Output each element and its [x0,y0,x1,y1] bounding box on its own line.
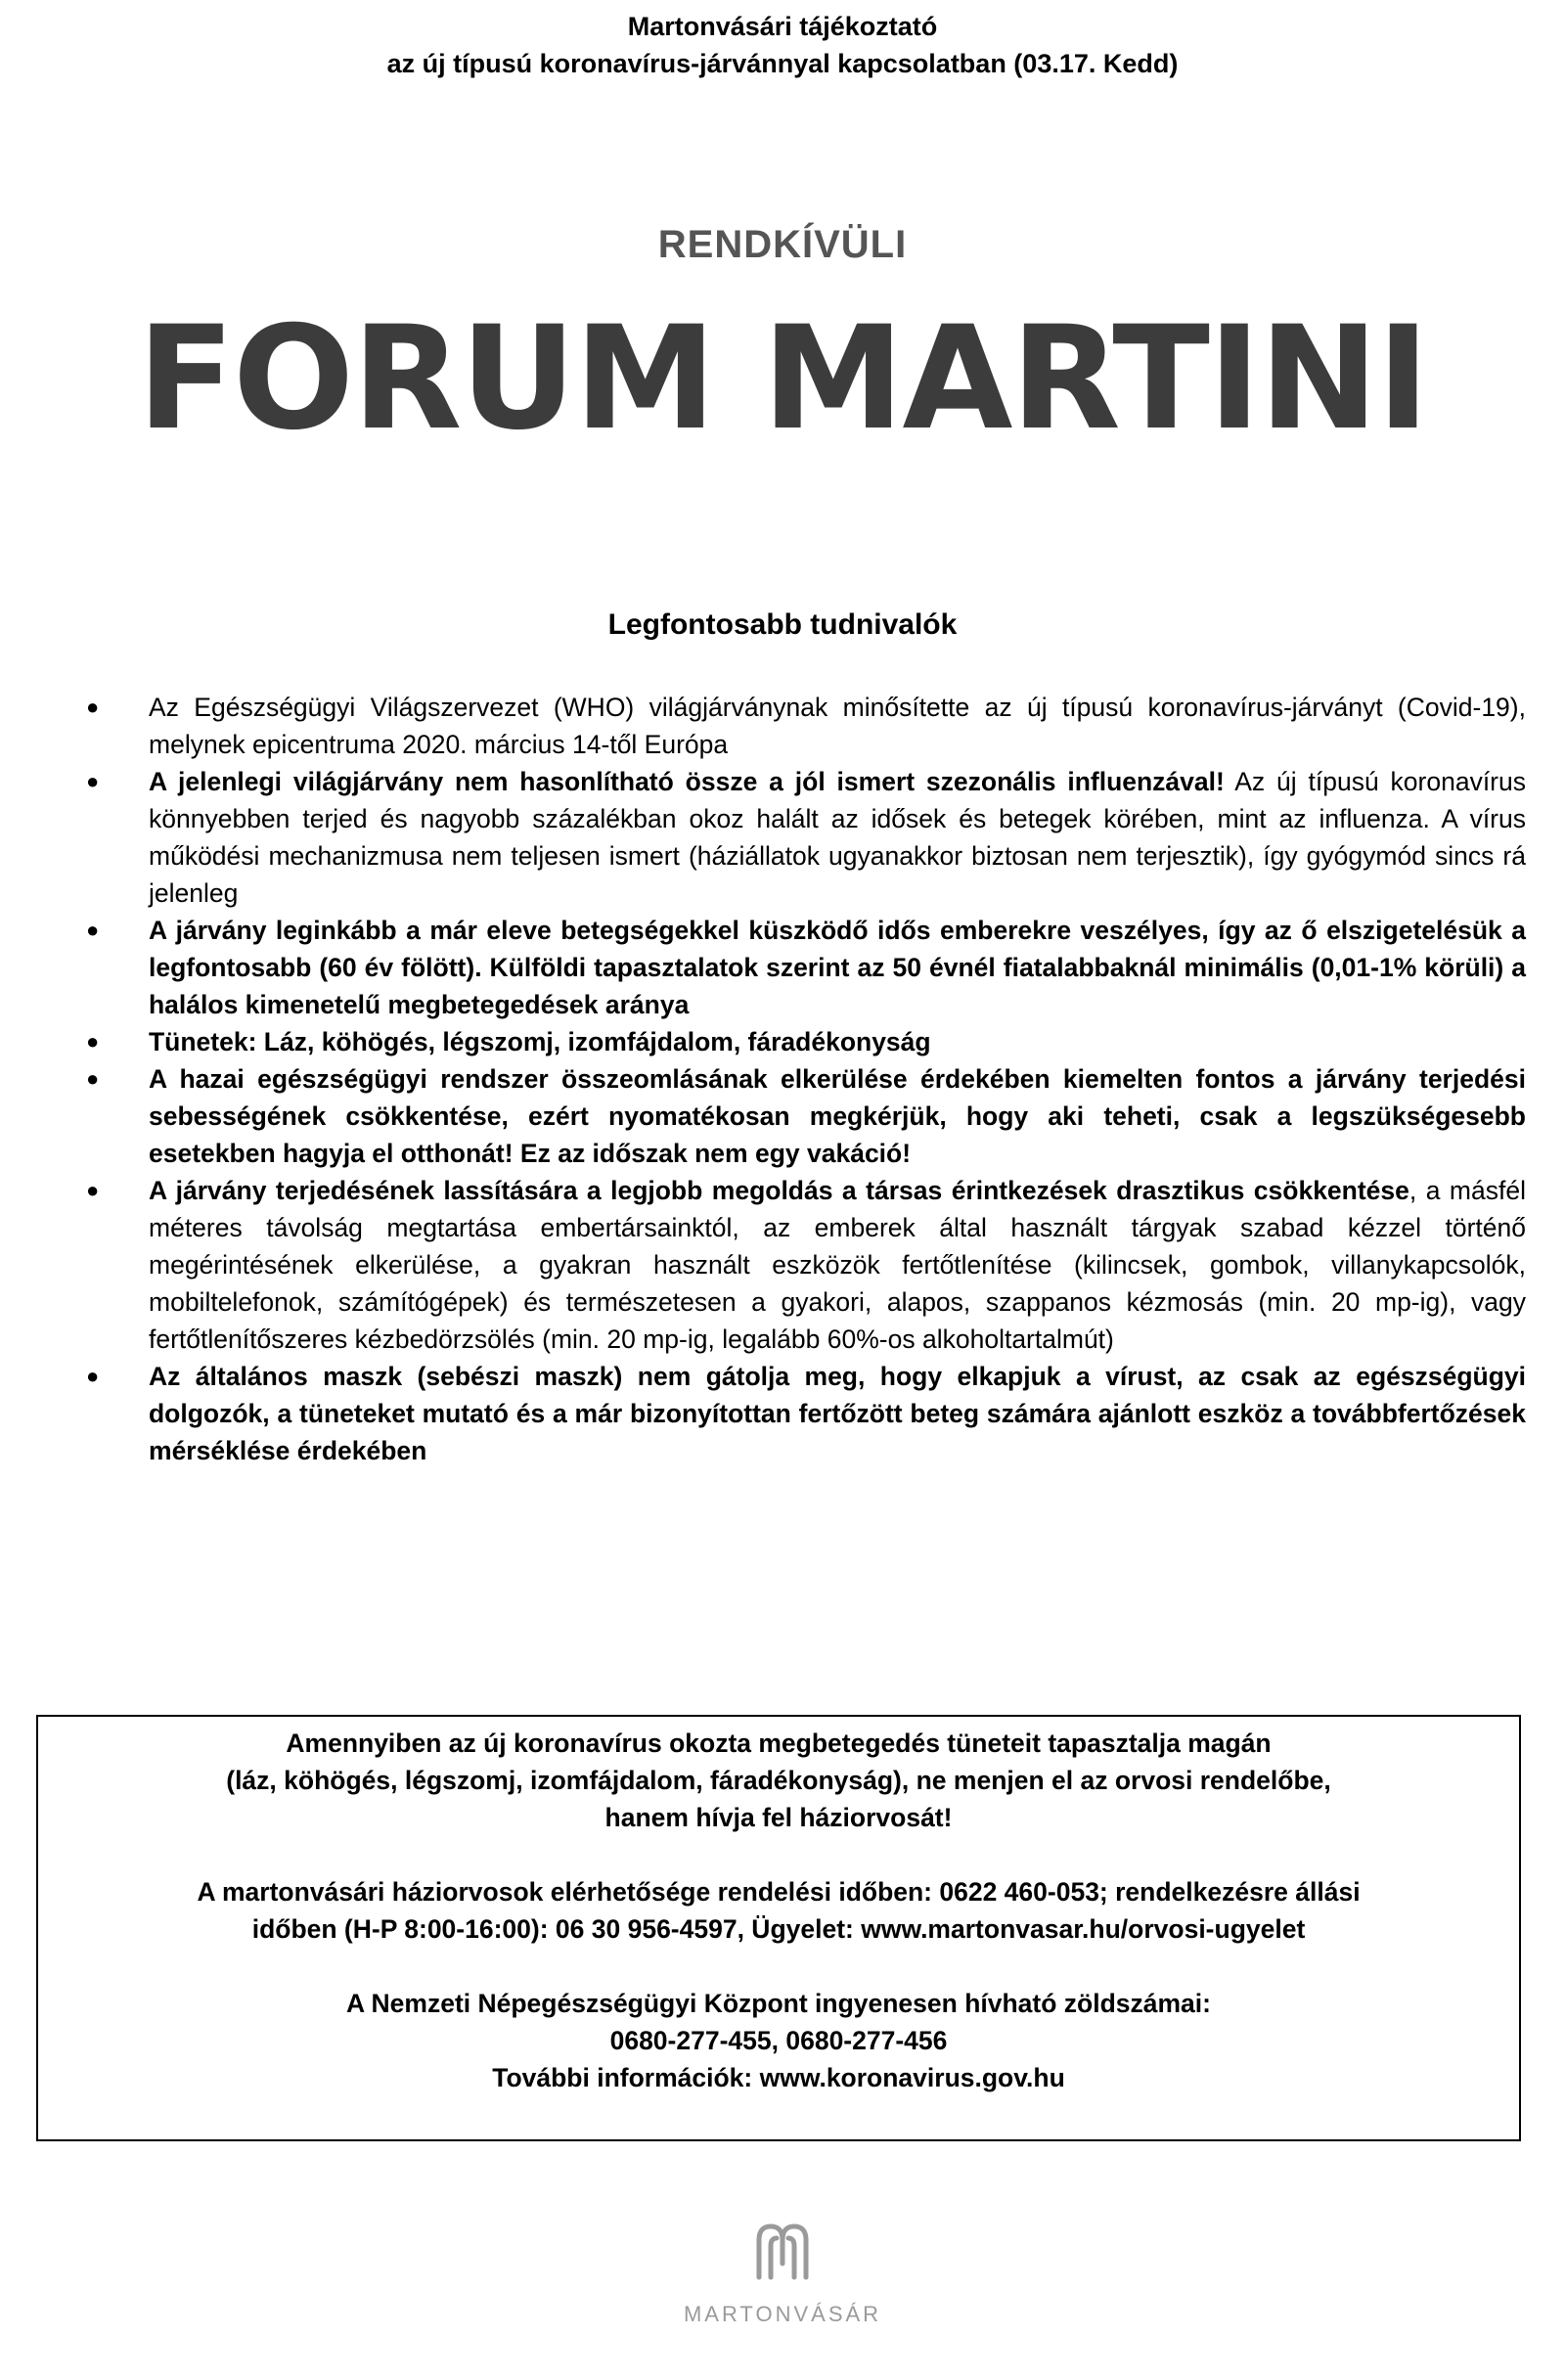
bullet-item [80,1023,1526,1060]
banner-kicker: RENDKÍVÜLI [657,223,908,266]
bullet-item [80,689,1526,763]
bullet-item [80,1060,1526,1172]
bullet-icon: ● [86,1029,100,1054]
martonvasar-logo-icon [751,2221,814,2283]
header-line-1: Martonvásári tájékoztató [627,12,938,41]
info-text: hanem hívja fel háziorvosát! [604,1803,953,1832]
bullet-text: , a másfél méteres távolság megtartása embertársainktól, az emberek által használt tárgyak szabad kézzel történő megérintésének elkerülése, a gyakran használt eszközök fertőtlenítése (kilincsek, gombok, villanykapcsolók, mobiltelefonok, számítógépek) és természetesen a gyakori, alapos, szappanos kézmosás (min. 20 mp-ig), vagy fertőtlenítőszeres kézbedörzsölés (min. 20 mp-ig, legalább 60%-os alkoholtartalmút) [149,1176,1526,1354]
bullet-item [80,763,1526,912]
bullet-list [80,689,1526,1469]
bullet-bold-text: A jelenlegi világjárvány nem hasonlítható össze a jól ismert szezonális influenzával! [149,767,1225,796]
bullet-icon: ● [86,695,100,719]
bullet-icon: ● [86,769,100,793]
info-text: (láz, köhögés, légszomj, izomfájdalom, fáradékonyság), ne menjen el az orvosi rendelőbe, [226,1766,1331,1795]
contact-info-box [36,1715,1521,2141]
info-text: További információk: www.koronavirus.gov.hu [492,2063,1065,2092]
bullet-bold-text: Az általános maszk (sebészi maszk) nem gátolja meg, hogy elkapjuk a vírust, az csak az egészségügyi dolgozók, a tüneteket mutató és a már bizonyítottan fertőzött beteg számára ajánlott eszköz a továbbfertőzések mérséklése érdekében [149,1362,1526,1465]
bullet-bold-text: A járvány leginkább a már eleve betegségekkel küszködő idős emberekre veszélyes, így az ő elszigetelésük a legfontosabb (60 év fölött). Külföldi tapasztalatok szerint az 50 évnél fiatalabbaknál minimális (0,01-1% körüli) a halálos kimenetelű megbetegedések aránya [149,916,1526,1019]
section-subtitle: Legfontosabb tudnivalók [607,608,958,641]
bullet-bold-text: A hazai egészségügyi rendszer összeomlásának elkerülése érdekében kiemelten fontos a járvány terjedési sebességének csökkentése, ezért nyomatékosan megkérjük, hogy aki teheti, csak a legszükségesebb esetekben hagyja el otthonát! Ez az időszak nem egy vakáció! [149,1064,1526,1168]
info-text: Amennyiben az új koronavírus okozta megbetegedés tüneteit tapasztalja magán [286,1729,1272,1758]
info-text: időben (H-P 8:00-16:00): 06 30 956-4597, Ügyelet: www.martonvasar.hu/orvosi-ugyelet [251,1914,1306,1944]
bullet-item [80,1172,1526,1358]
bullet-bold-text: Tünetek: Láz, köhögés, légszomj, izomfájdalom, fáradékonyság [149,1027,931,1056]
info-text: A Nemzeti Népegészségügyi Központ ingyenesen hívható zöldszámai: [346,1989,1211,2018]
info-text: 0680-277-455, 0680-277-456 [609,2026,948,2055]
bullet-bold-text: A járvány terjedésének lassítására a legjobb megoldás a társas érintkezések drasztikus csökkentése [149,1176,1409,1205]
bullet-text: Az új típusú koronavírus könnyebben terjed és nagyobb százalékban okoz halált az idősek és betegek körében, mint az influenza. A vírus működési mechanizmusa nem teljesen ismert (háziállatok ugyanakkor biztosan nem terjesztik), így gyógymód sincs rá jelenleg [149,767,1526,908]
banner-title: FORUM MARTINI [137,295,1428,462]
header-line-2: az új típusú koronavírus-járvánnyal kapcsolatban (03.17. Kedd) [386,49,1179,78]
bullet-icon: ● [86,1066,100,1091]
bullet-item [80,912,1526,1023]
footer-logo [0,2221,1565,2327]
logo-text: MARTONVÁSÁR [683,2302,882,2326]
bullet-icon: ● [86,1178,100,1202]
bullet-icon: ● [86,918,100,942]
info-text: A martonvásári háziorvosok elérhetősége rendelési időben: 0622 460-053; rendelkezésre állási [197,1877,1361,1907]
bullet-icon: ● [86,1364,100,1388]
bullet-item [80,1358,1526,1469]
bullet-text: Az Egészségügyi Világszervezet (WHO) világjárványnak minősítette az új típusú koronavírus-járványt (Covid-19), melynek epicentruma 2020. március 14-től Európa [149,693,1526,759]
document-header [0,8,1565,82]
